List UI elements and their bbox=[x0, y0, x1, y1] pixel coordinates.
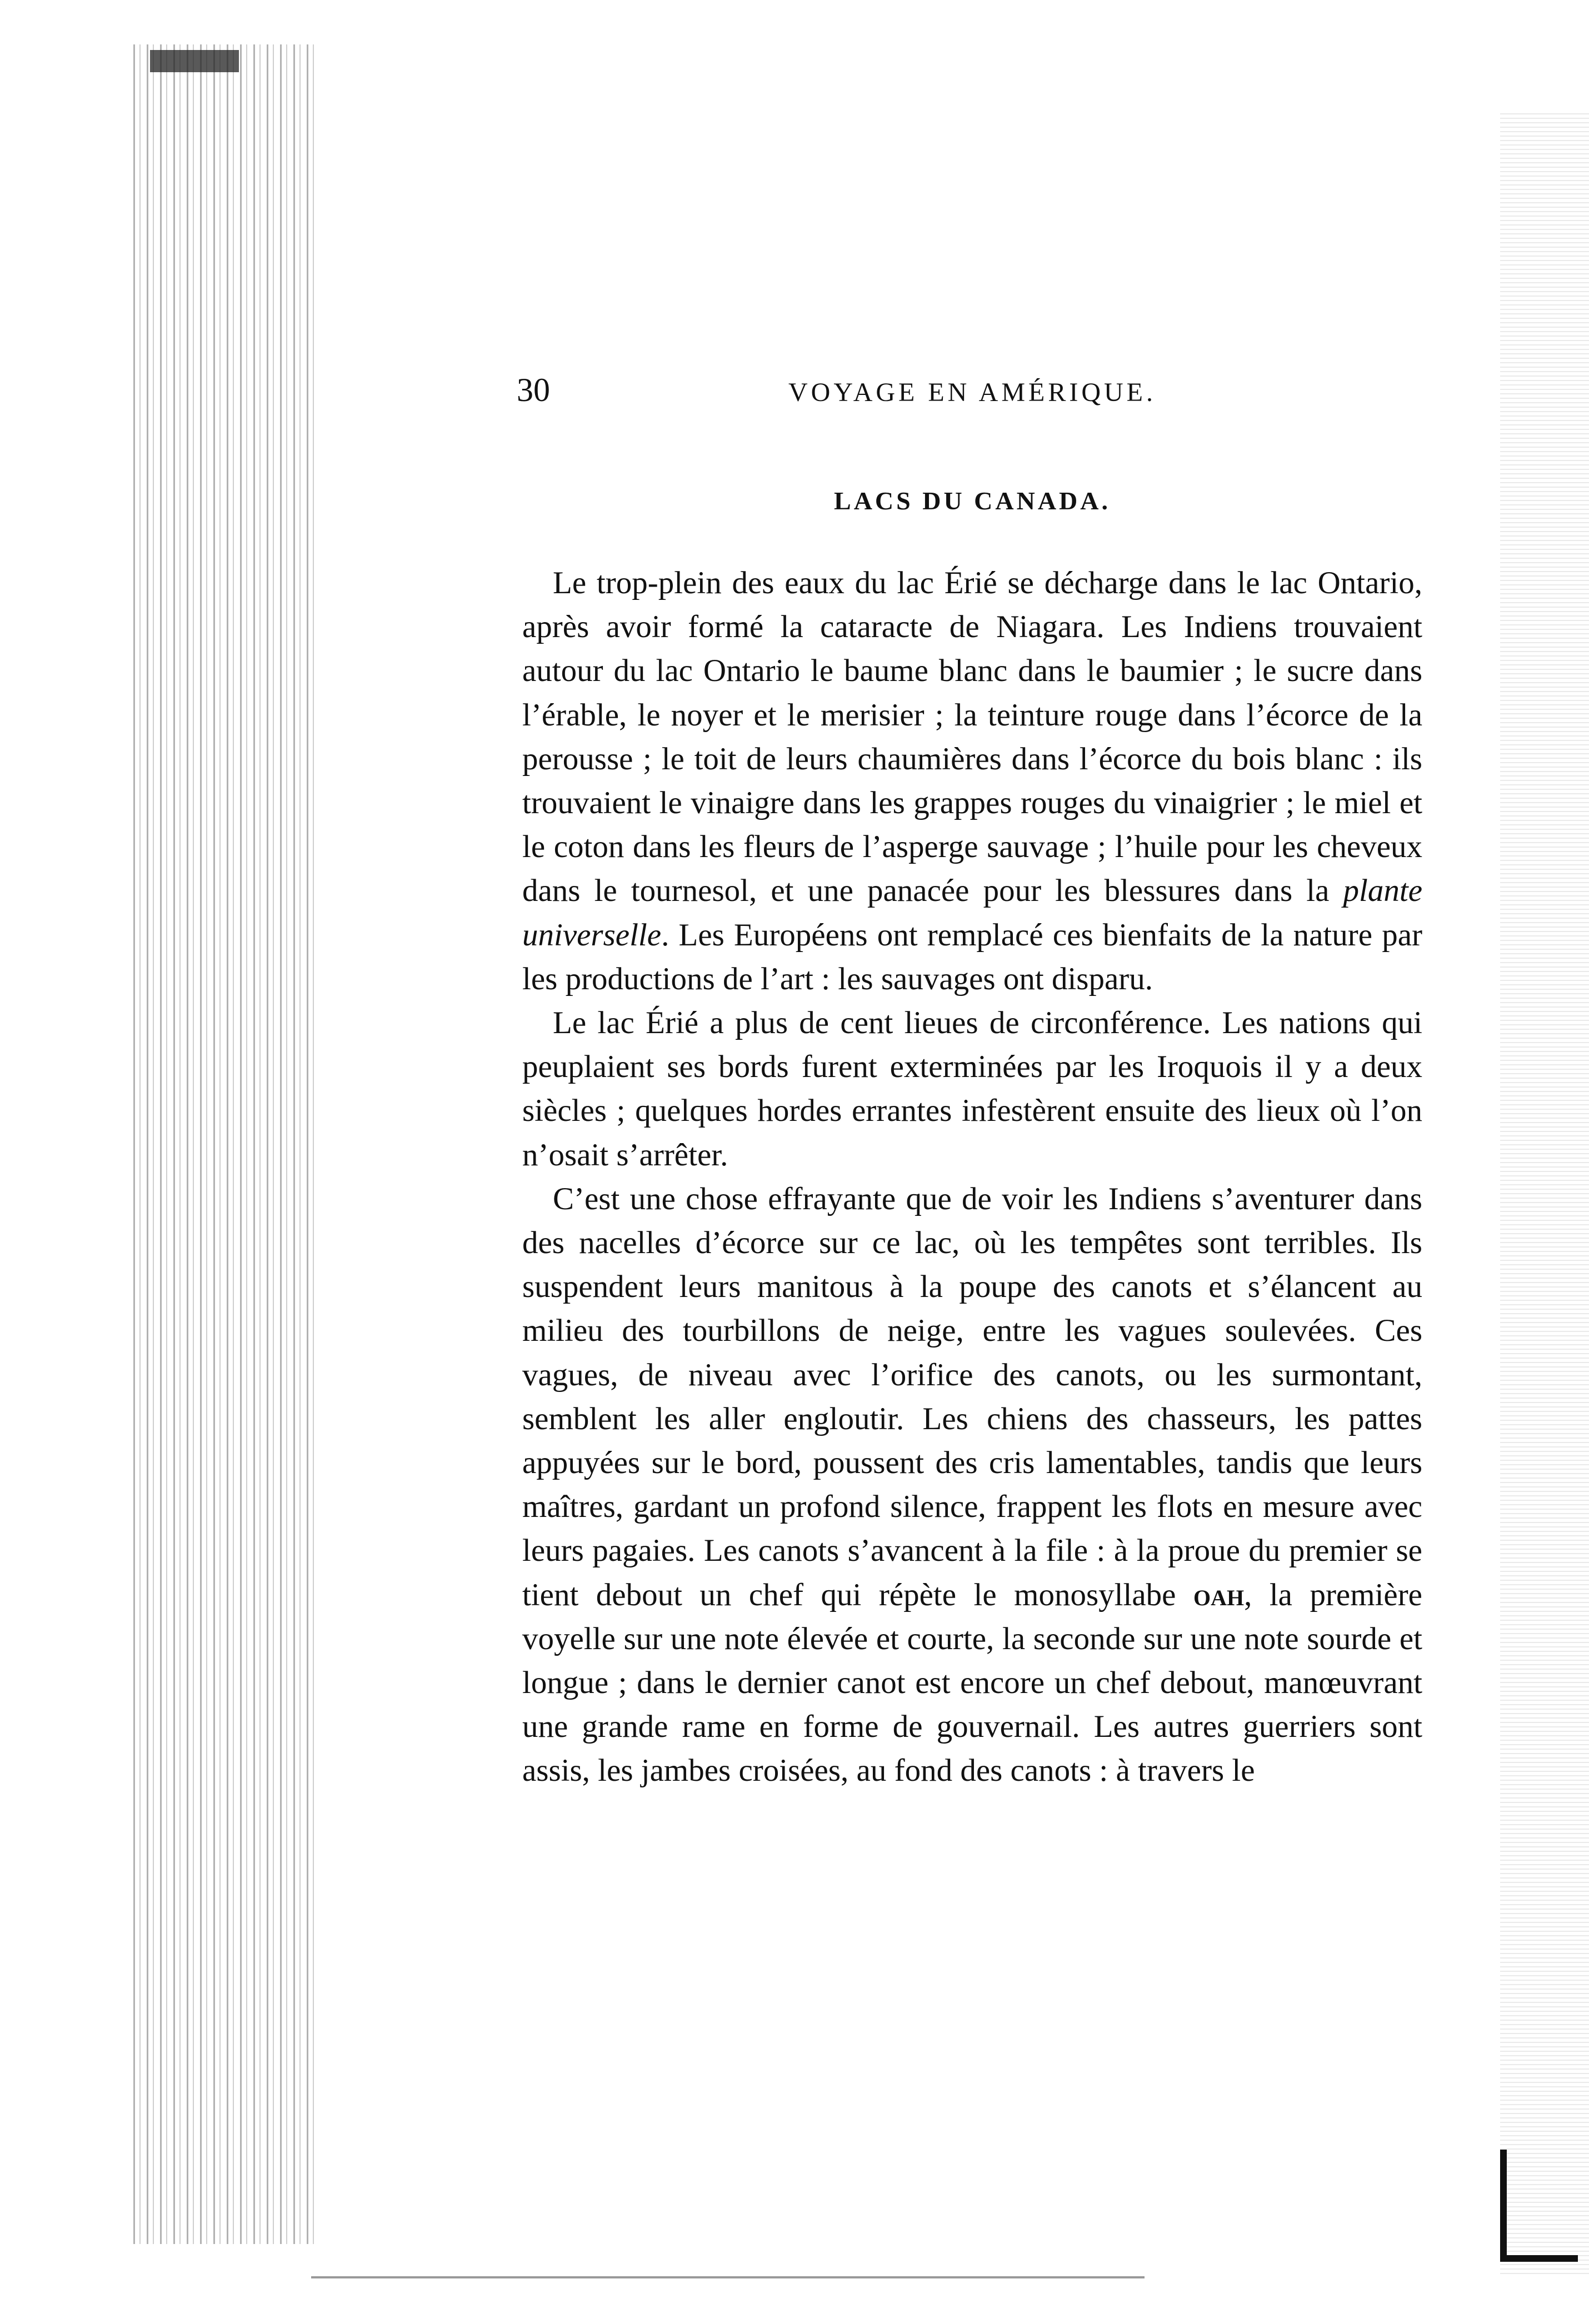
paragraph-text-continued: . Les Européens ont remplacé ces bienfaits de la nature par les productions de l’art : les sauvages ont disparu. bbox=[522, 917, 1422, 996]
right-page-edge bbox=[1500, 111, 1589, 2277]
body-text bbox=[522, 561, 1422, 1793]
book-spine-shadow bbox=[133, 44, 317, 2244]
paragraph bbox=[522, 561, 1422, 1001]
section-title: LACS DU CANADA. bbox=[834, 487, 1111, 515]
paragraph-text: Le trop-plein des eaux du lac Érié se décharge dans le lac Ontario, après avoir formé la cataracte de Niagara. Les Indiens trouvaient autour du lac Ontario le baume blanc dans le baumier ; le sucre dans l’érable, le noyer et le merisier ; la teinture rouge dans l’écorce de la perousse ; le toit de leurs chaumières dans l’écorce du bois blanc : ils trouvaient le vinaigre dans les grappes rouges du vinaigrier ; le miel et le coton dans les fleurs de l’asperge sauvage ; l’huile pour les cheveux dans le tournesol, et une panacée pour les blessures dans la bbox=[522, 565, 1422, 909]
running-head-title: VOYAGE EN AMÉRIQUE. bbox=[788, 378, 1156, 407]
paragraph bbox=[522, 1001, 1422, 1177]
spine-top-shadow bbox=[150, 50, 239, 72]
paragraph-text-continued: , la première voyelle sur une note élevée et courte, la seconde sur une note sourde et longue ; dans le dernier canot est encore un chef debout, manœuvrant une grande rame en forme de gouvernail. Les autres guerriers sont assis, les jambes croisées, au fond des canots : à travers le bbox=[522, 1577, 1422, 1789]
corner-crop-mark bbox=[1500, 2150, 1507, 2261]
smallcaps-word: oah bbox=[1193, 1577, 1245, 1612]
italic-phrase: plante universelle bbox=[522, 873, 1422, 953]
page-number: 30 bbox=[517, 372, 550, 408]
paragraph bbox=[522, 1177, 1422, 1793]
paragraph-text: C’est une chose effrayante que de voir les Indiens s’aventurer dans des nacelles d’écorce sur ce lac, où les tempêtes sont terribles. Ils suspendent leurs manitous à la poupe des canots et s’élancent au milieu des tourbillons de neige, entre les vagues soulevées. Ces vagues, de niveau avec l’orifice des canots, ou les surmontant, semblent les aller engloutir. Les chiens des chasseurs, les pattes appuyées sur le bord, poussent des cris lamentables, tandis que leurs maîtres, gardant un profond silence, frappent les flots en mesure avec leurs pagaies. Les canots s’avancent à la file : à la proue du premier se tient debout un chef qui répète le monosyllabe bbox=[522, 1181, 1422, 1612]
paragraph-text: Le lac Érié a plus de cent lieues de circonférence. Les nations qui peuplaient ses bords furent exterminées par les Iroquois il y a deux siècles ; quelques hordes errantes infestèrent ensuite des lieux où l’on n’osait s’arrêter. bbox=[522, 1005, 1422, 1173]
bottom-edge-rule bbox=[311, 2276, 1145, 2278]
running-head bbox=[517, 371, 1428, 421]
corner-crop-mark-foot bbox=[1500, 2255, 1578, 2262]
